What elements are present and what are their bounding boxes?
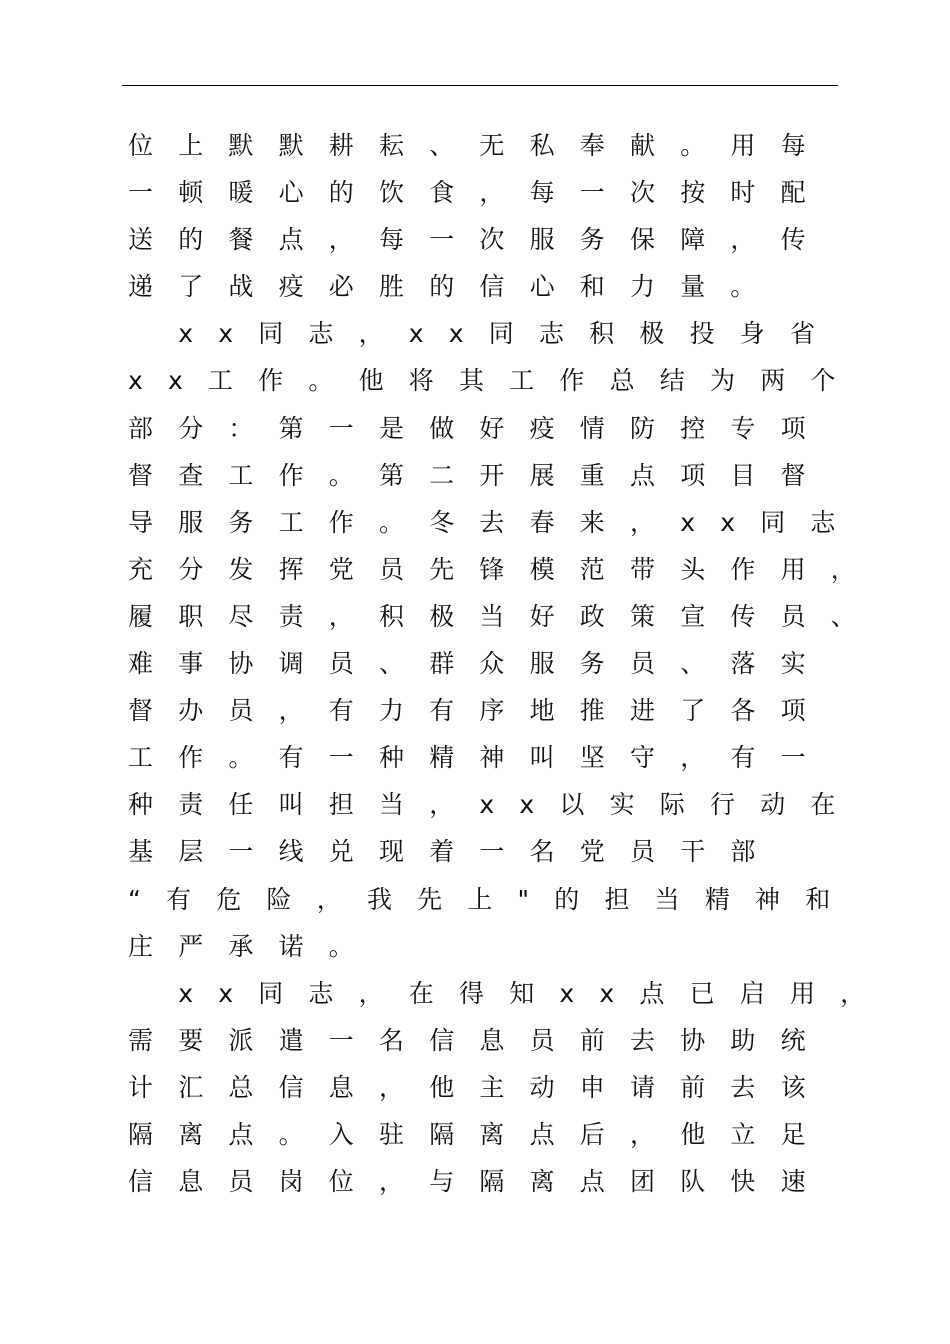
text-line: xx同志，在得知xx点已启用， (128, 978, 891, 1008)
text-line: 充分发挥党员先锋模范带头作用， (128, 554, 882, 584)
text-line: 需要派遣一名信息员前去协助统 (128, 1025, 831, 1055)
header-rule (122, 85, 838, 86)
text-line: 位上默默耕耘、无私奉献。用每 (128, 131, 831, 160)
text-line: 庄严承诺。 (128, 931, 380, 961)
text-line: 督办员，有力有序地推进了各项 (128, 696, 831, 726)
text-line: 计汇总信息，他主动申请前去该 (128, 1072, 831, 1102)
text-line: 导服务工作。冬去春来，xx同志 (128, 507, 861, 537)
text-line: xx同志，xx同志积极投身省 (128, 319, 841, 349)
text-line: 信息员岗位，与隔离点团队快速 (128, 1167, 831, 1197)
text-line: 隔离点。入驻隔离点后，他立足 (128, 1119, 831, 1149)
document-body (128, 122, 891, 1205)
text-line: xx工作。他将其工作总结为两个 (128, 366, 861, 396)
text-line: 送的餐点，每一次服务保障，传 (128, 225, 831, 255)
text-line: 递了战疫必胜的信心和力量。 (128, 272, 781, 302)
text-line: 部分：第一是做好疫情防控专项 (128, 413, 831, 443)
text-line: 工作。有一种精神叫坚守，有一 (128, 743, 831, 773)
text-line: 种责任叫担当，xx以实际行动在 (128, 790, 861, 820)
text-line: 难事协调员、群众服务员、落实 (128, 649, 831, 679)
text-line: 基层一线兑现着一名党员干部 (128, 837, 781, 867)
text-line: 履职尽责，积极当好政策宣传员、 (128, 601, 882, 631)
text-line: 一顿暖心的饮食，每一次按时配 (128, 178, 831, 208)
text-line: “有危险，我先上"的担当精神和 (128, 884, 856, 914)
text-line: 督查工作。第二开展重点项目督 (128, 460, 831, 490)
